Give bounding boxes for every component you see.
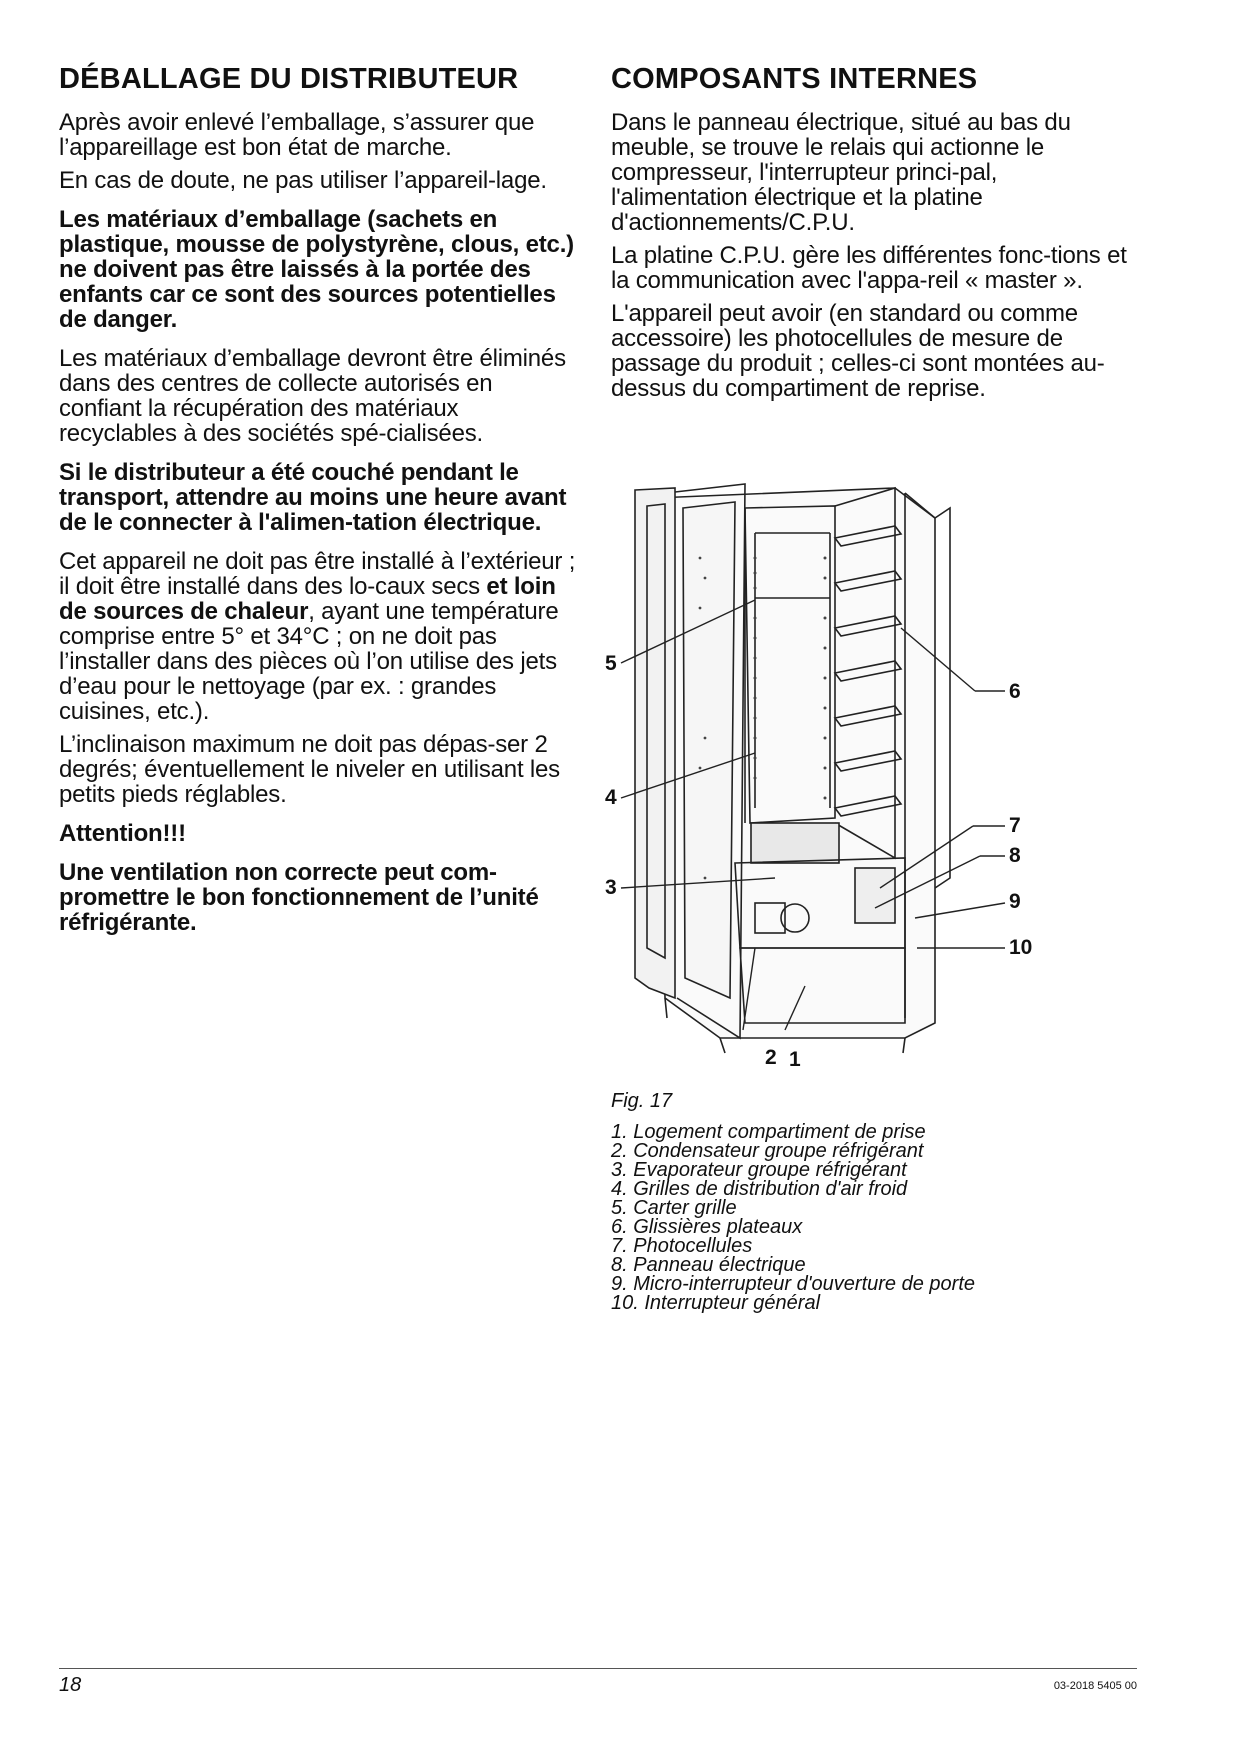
paragraph: La platine C.P.U. gère les différentes fonc-tions et la communication avec l'appa-reil « master ». [611,241,1127,294]
legend-item: 8. Panneau électrique [611,1254,806,1276]
page-number: 18 [59,1674,82,1696]
figure-caption [611,1090,1111,1313]
paragraph: L'appareil peut avoir (en standard ou comme accessoire) les photocellules de mesure de passage du produit ; celles-ci sont montées au-dessus du compartiment de reprise. [611,299,1105,402]
paragraph: Dans le panneau électrique, situé au bas du meuble, se trouve le relais qui actionne le compresseur, l'interrupteur princi-pal, l'alimentation électrique et la platine d'actionnements/C.P.U. [611,108,1071,236]
footer-divider [59,1668,1137,1669]
legend-item: 7. Photocellules [611,1235,753,1257]
machine-illustration [605,478,1045,1090]
vending-machine-figure [605,478,1045,1090]
attention-label: Attention!!! [59,819,186,847]
warning-paragraph: Si le distributeur a été couché pendant le transport, attendre au moins une heure avant de le connecter à l'alimen-tation électrique. [59,458,567,536]
warning-paragraph: Les matériaux d’emballage (sachets en plastique, mousse de polystyrène, clous, etc.) ne doivent pas être laissés à la portée des enfants car ce sont des sources potentielles de danger. [59,205,574,333]
paragraph: Après avoir enlevé l’emballage, s’assurer que l’appareillage est bon état de marche. [59,108,535,161]
callout-1: 1 [789,1048,801,1071]
legend-item: 2. Condensateur groupe réfrigérant [611,1140,924,1162]
section-heading-unpacking: DÉBALLAGE DU DISTRIBUTEUR [59,63,519,95]
figure-legend [611,1123,1111,1313]
callout-7: 7 [1009,814,1021,837]
callout-8: 8 [1009,844,1021,867]
callout-4: 4 [605,786,617,809]
paragraph-installation [59,549,579,724]
legend-item: 5. Carter grille [611,1197,737,1219]
right-column [611,60,1131,409]
legend-item: 1. Logement compartiment de prise [611,1121,926,1143]
warning-paragraph: Une ventilation non correcte peut com-promettre le bon fonctionnement de l’unité réfrigérante. [59,858,539,936]
legend-item: 9. Micro-interrupteur d'ouverture de porte [611,1273,975,1295]
left-column [59,60,579,949]
paragraph: L’inclinaison maximum ne doit pas dépas-ser 2 degrés; éventuellement le niveler en utilisant les petits pieds réglables. [59,730,560,808]
text-run: Cet appareil ne doit pas être installé à l’extérieur ; il doit être installé dans des lo-caux secs [59,547,576,600]
emphasis-text: et loin de sources de chaleur [59,572,556,625]
callout-9: 9 [1009,890,1021,913]
figure-title: Fig. 17 [611,1090,673,1112]
document-code: 03-2018 5405 00 [1053,1680,1137,1692]
callout-5: 5 [605,652,617,675]
callout-10: 10 [1009,936,1033,959]
callout-6: 6 [1009,680,1021,703]
legend-item: 6. Glissières plateaux [611,1216,803,1238]
text-run: , ayant une température comprise entre 5° et 34°C ; on ne doit pas l’installer dans des pièces où l’on utilise des jets d’eau pour le nettoyage (par ex. : grandes cuisines, etc.). [59,597,559,725]
paragraph: Les matériaux d’emballage devront être éliminés dans des centres de collecte autorisés en confiant la récupération des matériaux recyclables à des sociétés spé-cialisées. [59,344,566,447]
callout-2: 2 [765,1046,777,1069]
legend-item: 10. Interrupteur général [611,1292,821,1314]
paragraph: En cas de doute, ne pas utiliser l’appareil-lage. [59,166,547,194]
section-heading-components: COMPOSANTS INTERNES [611,63,978,95]
legend-item: 4. Grilles de distribution d'air froid [611,1178,908,1200]
legend-item: 3. Evaporateur groupe réfrigérant [611,1159,907,1181]
callout-3: 3 [605,876,617,899]
